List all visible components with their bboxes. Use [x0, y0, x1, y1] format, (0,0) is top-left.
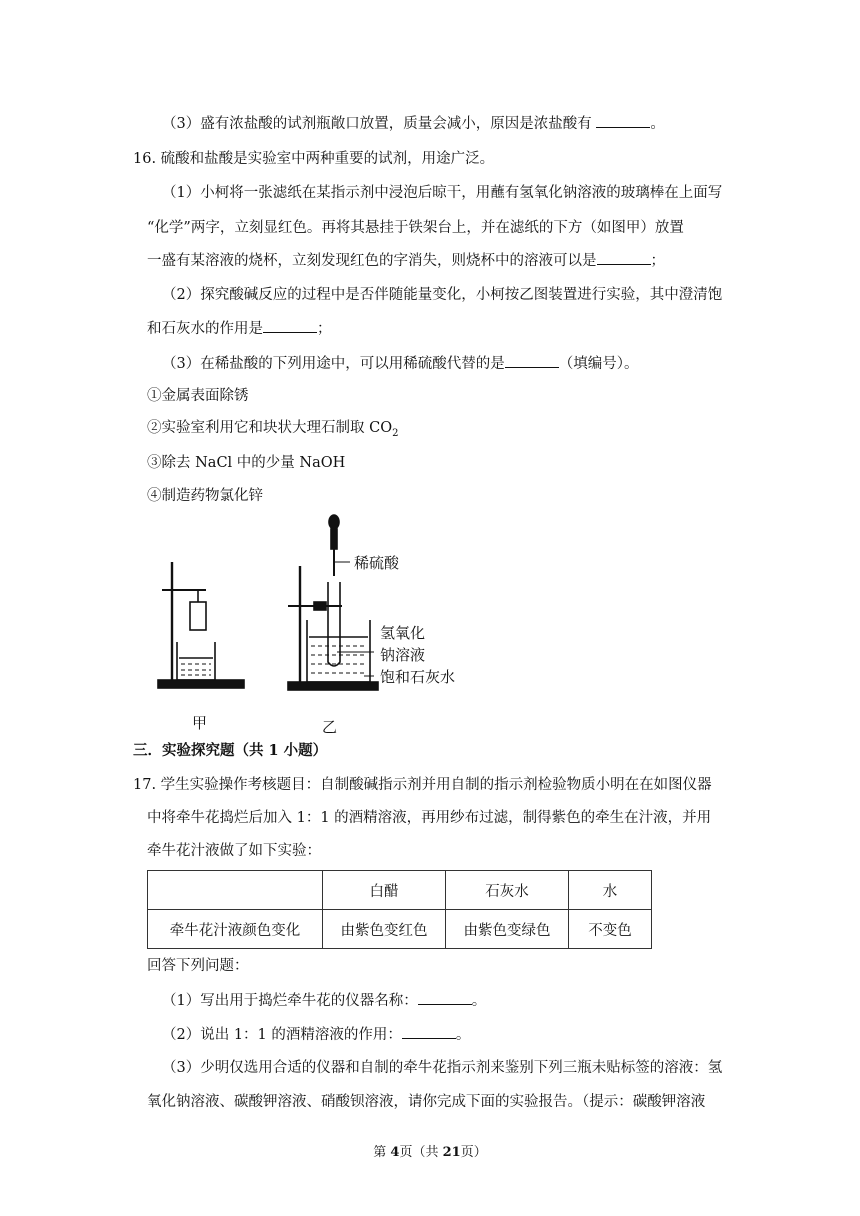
answer-blank[interactable]: [505, 353, 559, 368]
q16-part3-text: （3）在稀盐酸的下列用途中，可以用稀硫酸代替的是: [162, 356, 505, 372]
test-tube: [328, 582, 340, 666]
q16-part3: [162, 353, 638, 374]
q16-option-2: [147, 418, 398, 444]
table-header-cell: 石灰水: [446, 871, 569, 910]
label-limewater: 饱和石灰水: [380, 668, 456, 686]
label-naoh-1: 氢氧化: [380, 624, 426, 642]
answer-blank[interactable]: [597, 250, 651, 265]
q16-part2-line2: [147, 318, 332, 339]
page-number: 4: [390, 1145, 400, 1160]
apparatus-figure: [150, 510, 470, 738]
q17-line1: 17. 学生实验操作考核题目：自制酸碱指示剂并用自制的指示剂检验物质小明在在如图仪器: [133, 777, 712, 793]
label-yi: 乙: [322, 718, 338, 736]
q16-option-4: ④制造药物氯化锌: [147, 488, 263, 504]
page-footer: [0, 1141, 860, 1160]
table-cell: 由紫色变绿色: [446, 910, 569, 949]
stand-base-jia: [158, 680, 244, 688]
q15-part3-text: （3）盛有浓盐酸的试剂瓶敞口放置，质量会减小，原因是浓盐酸有: [162, 116, 592, 132]
q17-line2: 中将牵牛花捣烂后加入 1：1 的酒精溶液，再用纱布过滤，制得紫色的牵生在汁液，并用: [147, 810, 712, 826]
q16-option-1: ①金属表面除锈: [147, 388, 249, 404]
q16-part1-line1: （1）小柯将一张滤纸在某指示剂中浸泡后晾干，用蘸有氢氧化钠溶液的玻璃棒在上面写: [162, 185, 723, 201]
punct: ；: [317, 321, 332, 337]
stand-base-yi: [288, 682, 378, 690]
apparatus-jia: [158, 562, 244, 688]
q16-part2-line1: （2）探究酸碱反应的过程中是否伴随能量变化，小柯按乙图装置进行实验，其中澄清饱: [162, 287, 723, 303]
q17-part3-line2: 氧化钠溶液、碳酸钾溶液、硝酸钡溶液，请你完成下面的实验报告。（提示：碳酸钾溶液: [147, 1094, 706, 1110]
q17-line3: 牵牛花汁液做了如下实验：: [147, 843, 321, 859]
clamp-screw: [314, 602, 326, 610]
q17-part3-line1: （3）少明仅选用合适的仪器和自制的牵牛花指示剂来鉴别下列三瓶未贴标签的溶液：氢: [162, 1060, 723, 1076]
punct: ；: [650, 253, 665, 269]
beaker-jia: [177, 642, 215, 680]
label-dilute-acid: 稀硫酸: [354, 554, 400, 572]
q17-part1-text: （1）写出用于捣烂牵牛花的仪器名称：: [162, 993, 418, 1009]
q17-prompt: 回答下列问题：: [147, 958, 249, 974]
answer-blank[interactable]: [418, 990, 472, 1005]
answer-blank[interactable]: [402, 1024, 456, 1039]
footer-text: 第: [373, 1145, 391, 1160]
table-row: [148, 910, 652, 949]
subscript-2: 2: [392, 427, 399, 439]
table-header-row: [148, 871, 652, 910]
dropper-bulb: [329, 515, 339, 529]
punct: 。: [455, 1027, 471, 1043]
q16-option-3: ③除去 NaCl 中的少量 NaOH: [147, 455, 346, 471]
q16-part2-line2-text: 和石灰水的作用是: [147, 321, 263, 337]
experiment-table: [147, 870, 652, 949]
q16-part1-line3-text: 一盛有某溶液的烧杯，立刻发现红色的字消失，则烧杯中的溶液可以是: [147, 253, 597, 269]
label-naoh-2: 钠溶液: [380, 646, 426, 664]
q17-part2-text: （2）说出 1：1 的酒精溶液的作用：: [162, 1027, 402, 1043]
q15-part3-line: [162, 113, 665, 134]
answer-blank[interactable]: [263, 318, 317, 333]
footer-text: 页）: [460, 1145, 487, 1160]
table-header-cell: 水: [569, 871, 652, 910]
table-header-cell: [148, 871, 323, 910]
q16-part1-line2: “化学”两字，立刻显红色。再将其悬挂于铁架台上，并在滤纸的下方（如图甲）放置: [147, 220, 684, 236]
q16-part3-tail: （填编号）。: [558, 356, 639, 372]
table-cell: 由紫色变红色: [323, 910, 446, 949]
table-header-cell: 白醋: [323, 871, 446, 910]
table-cell: 不变色: [569, 910, 652, 949]
q17-part2: [162, 1024, 470, 1045]
q17-part1: [162, 990, 486, 1011]
punct: 。: [471, 993, 487, 1009]
page-total: 21: [442, 1145, 461, 1160]
answer-blank[interactable]: [596, 113, 650, 128]
q16-stem: 16. 硫酸和盐酸是实验室中两种重要的试剂，用途广泛。: [133, 151, 495, 167]
footer-text: 页（共: [399, 1145, 443, 1160]
label-jia: 甲: [192, 714, 208, 732]
q16-option-2-text: ②实验室利用它和块状大理石制取 CO: [147, 420, 393, 436]
dropper-stem: [331, 529, 337, 549]
table-cell: 牵牛花汁液颜色变化: [148, 910, 323, 949]
section-3-heading: 三．实验探究题（共 1 小题）: [133, 742, 328, 759]
apparatus-yi: [288, 515, 378, 690]
filter-paper: [190, 602, 206, 630]
punct: 。: [650, 116, 665, 132]
q16-part1-line3: [147, 250, 665, 271]
